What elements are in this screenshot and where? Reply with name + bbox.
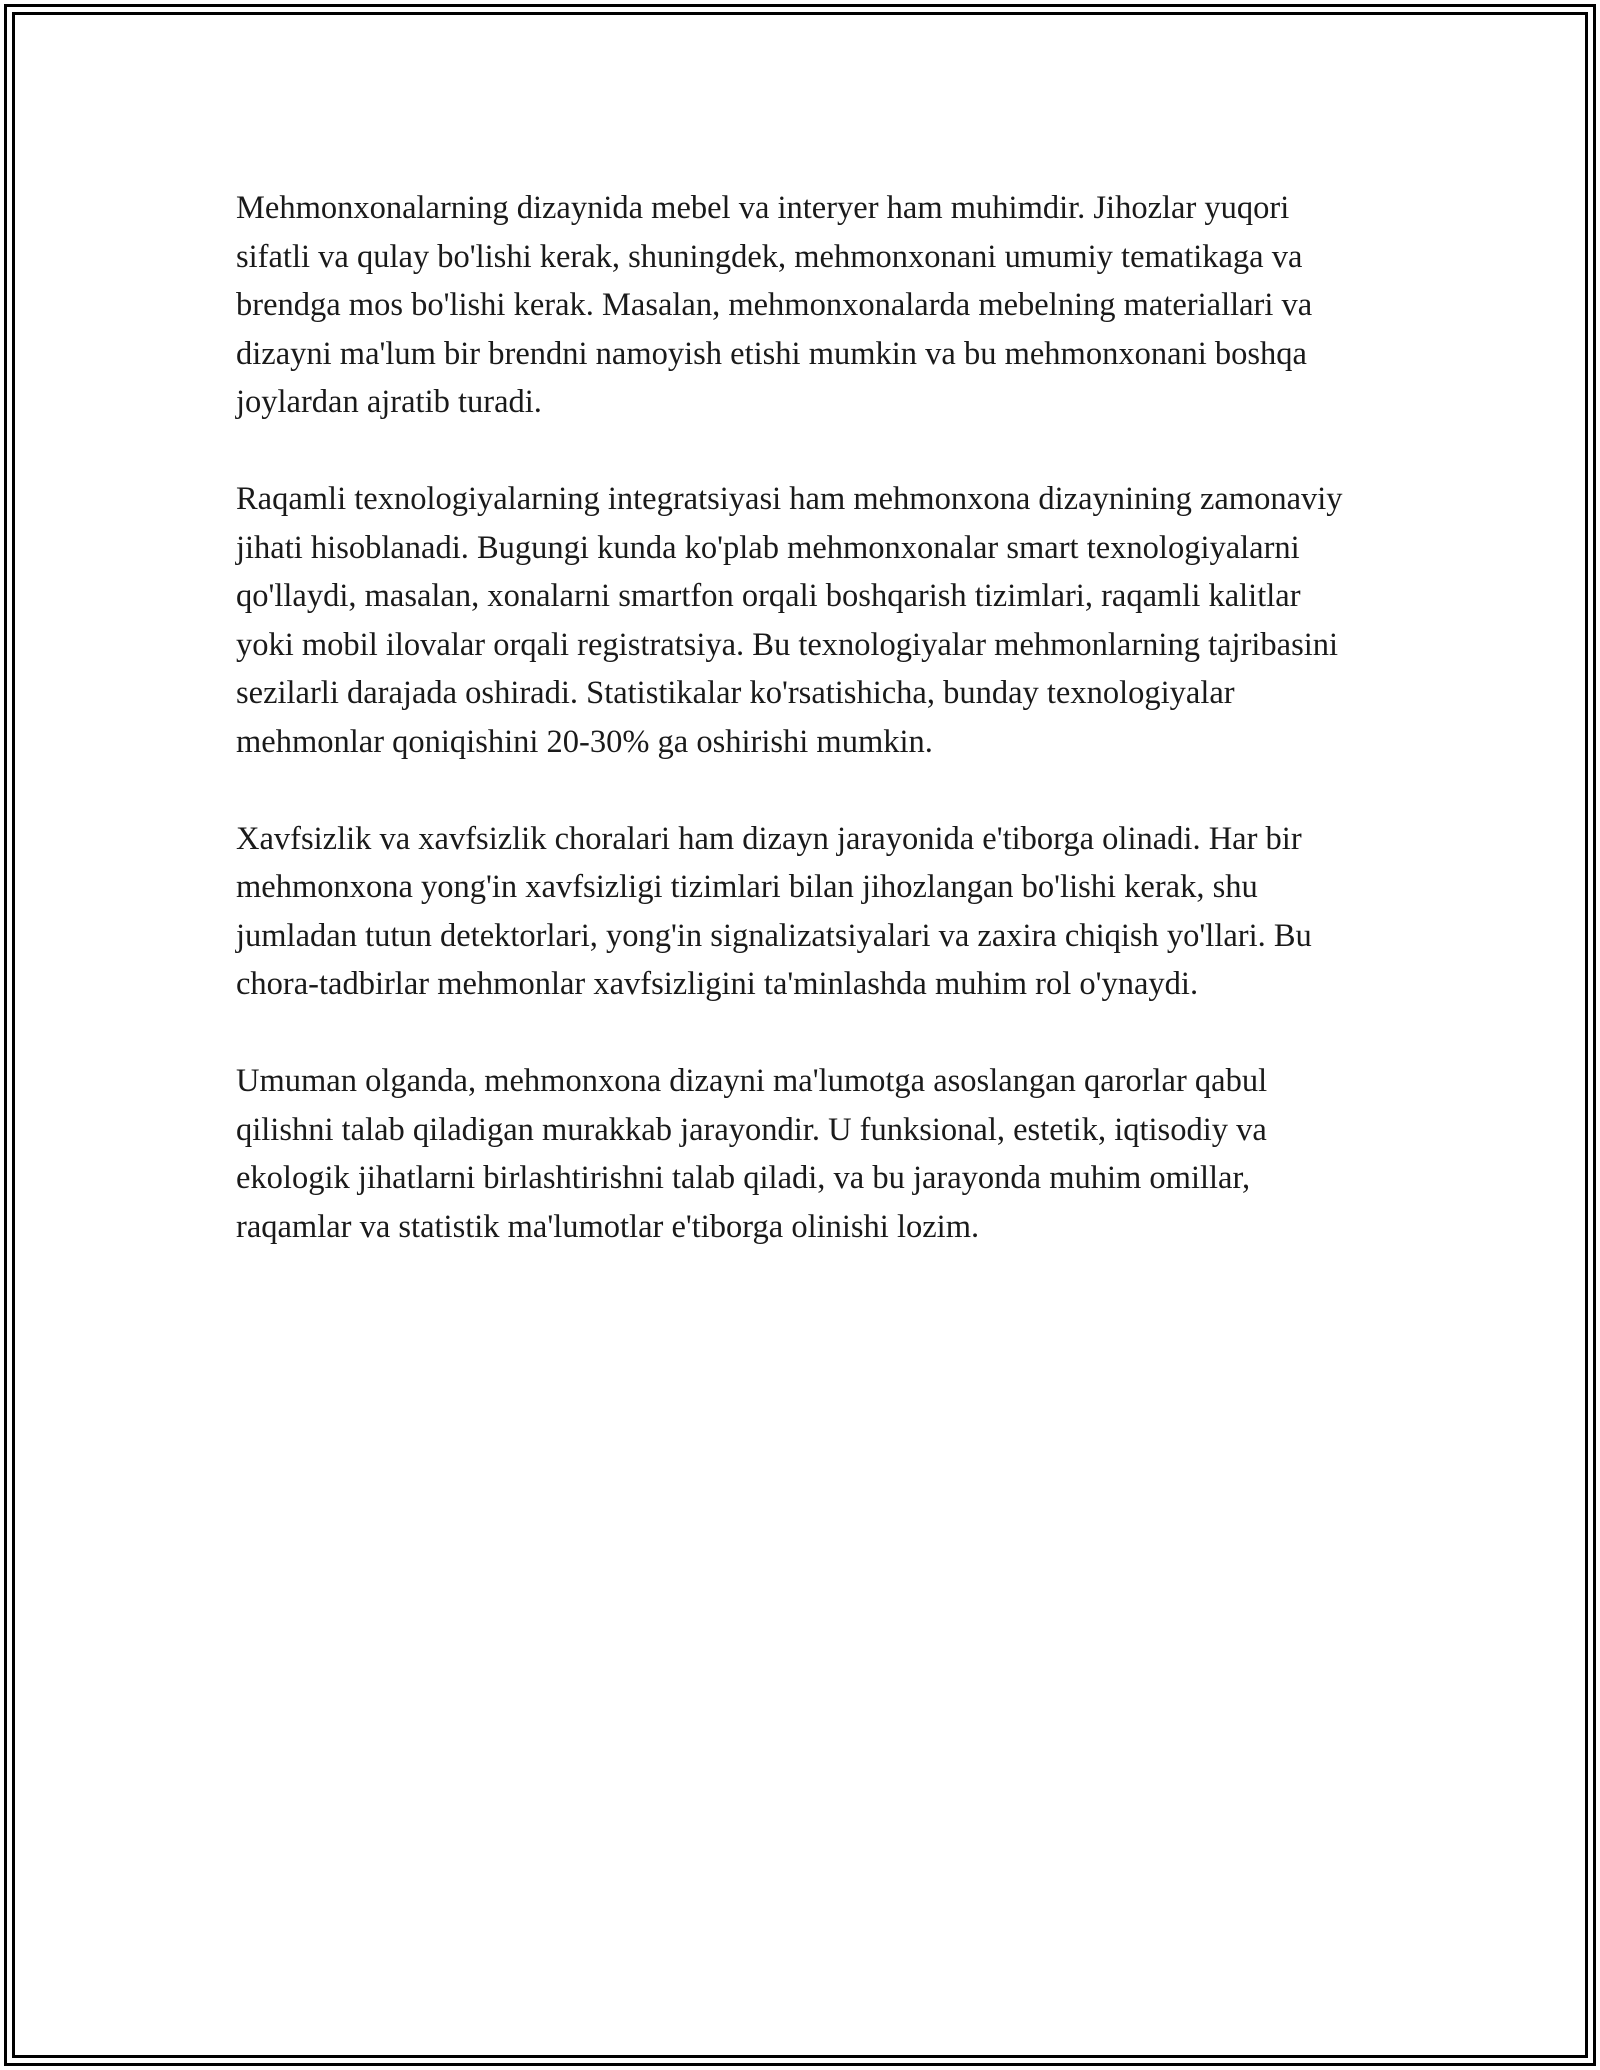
paragraph-furniture-interior: Mehmonxonalarning dizaynida mebel va interyer ham muhimdir. Jihozlar yuqori sifatli va qulay bo'lishi kerak, shuningdek, mehmonxonani umumiy tematikaga va brendga mos bo'lishi kerak. Masalan, mehmonxonalarda mebelning materiallari va dizayni ma'lum bir brendni namoyish etishi mumkin va bu mehmonxonani boshqa joylardan ajratib turadi. xyxy=(236,190,1313,420)
document-body xyxy=(236,184,1366,1251)
paragraph-digital-technologies: Raqamli texnologiyalarning integratsiyasi ham mehmonxona dizaynining zamonaviy jihati hisoblanadi. Bugungi kunda ko'plab mehmonxonalar smart texnologiyalarni qo'llaydi, masalan, xonalarni smartfon orqali boshqarish tizimlari, raqamli kalitlar yoki mobil ilovalar orqali registratsiya. Bu texnologiyalar mehmonlarning tajribasini sezilarli darajada oshiradi. Statistikalar ko'rsatishicha, bunday texnologiyalar mehmonlar qoniqishini 20-30% ga oshirishi mumkin. xyxy=(236,481,1343,760)
paragraph-conclusion: Umuman olganda, mehmonxona dizayni ma'lumotga asoslangan qarorlar qabul qilishni talab qiladigan murakkab jarayondir. U funksional, estetik, iqtisodiy va ekologik jihatlarni birlashtirishni talab qiladi, va bu jarayonda muhim omillar, raqamlar va statistik ma'lumotlar e'tiborga olinishi lozim. xyxy=(236,1063,1268,1245)
paragraph-safety-measures: Xavfsizlik va xavfsizlik choralari ham dizayn jarayonida e'tiborga olinadi. Har bir mehmonxona yong'in xavfsizligi tizimlari bilan jihozlangan bo'lishi kerak, shu jumladan tutun detektorlari, yong'in signalizatsiyalari va zaxira chiqish yo'llari. Bu chora-tadbirlar mehmonlar xavfsizligini ta'minlashda muhim rol o'ynaydi. xyxy=(236,820,1312,1002)
